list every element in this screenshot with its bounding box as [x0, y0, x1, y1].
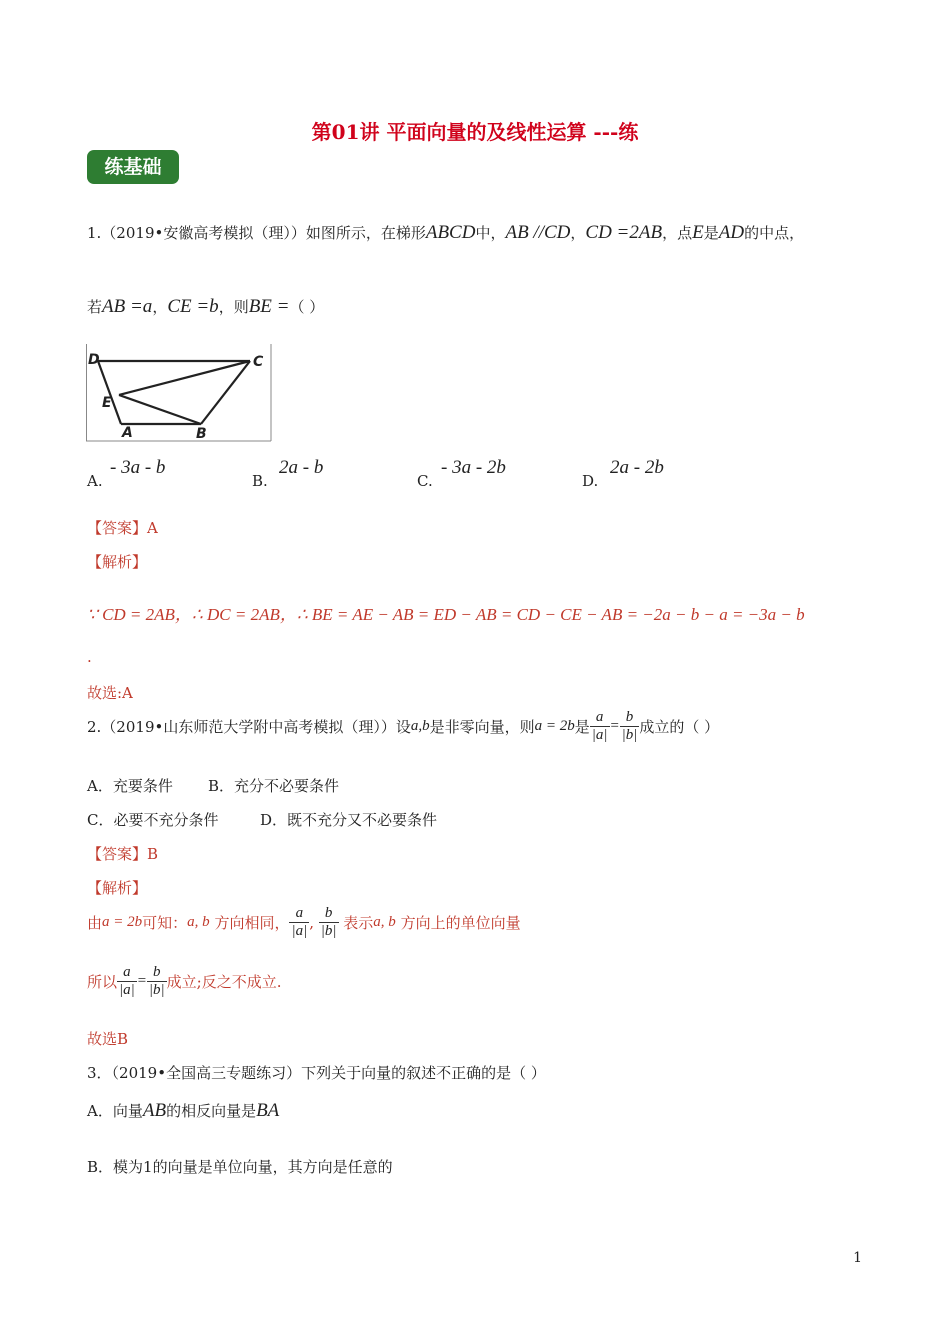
q3-option-b: B．模为1的向量是单位向量，其方向是任意的: [87, 1158, 393, 1176]
q1-analysis-heading: 【解析】: [87, 553, 148, 571]
q1-option-c: C.: [417, 472, 433, 490]
q1-line2: 若AB =a，CE =b，则BE =（ ）: [87, 296, 325, 317]
q2-option-b: B．充分不必要条件: [208, 777, 340, 795]
q1-choice: 故选:A: [87, 684, 133, 702]
label-e: E: [102, 395, 112, 411]
q1-line1: 1.（2019•安徽高考模拟（理））如图所示，在梯形ABCD中，AB //CD，CD =2AB，点E是AD的中点，: [87, 222, 805, 243]
label-d: D: [88, 352, 100, 368]
q2-solution-line2: 所以 $\frac{a}{|a|}$ = $\frac{b}{|b|}$ 成立;反之不成立.: [87, 964, 282, 998]
q2-line1: 2.（2019•山东师范大学附中高考模拟（理））设a,b是非零向量，则a = 2b是 $\frac{a}{|a|}$ = $\frac{b}{|b|}$ 成立的（ ）: [87, 709, 720, 743]
q1-option-d-expr: 2a - 2b: [610, 457, 664, 478]
frac-a-unit: $\frac{a}{|a|}$: [591, 709, 608, 743]
q1-option-d: D.: [582, 472, 599, 490]
q2-option-c: C．必要不充分条件: [87, 811, 219, 829]
label-c: C: [253, 354, 264, 370]
q2-analysis-heading: 【解析】: [87, 879, 148, 897]
label-b: B: [196, 426, 207, 442]
q1-option-b: B.: [252, 472, 268, 490]
q1-solution: ∵ CD = 2AB，∴ DC = 2AB，∴ BE = AE − AB = ED − AB = CD − CE − AB = −2a − b − a = −3a − b: [87, 605, 805, 624]
q1-option-a-expr: - 3a - b: [110, 457, 166, 478]
q1-option-a: A.: [87, 472, 103, 490]
q2-choice: 故选B: [87, 1030, 129, 1048]
page-title: 第01讲 平面向量的及线性运算 ---练: [311, 120, 639, 144]
label-a: A: [122, 425, 133, 441]
q2-option-a: A．充要条件: [87, 777, 173, 795]
q1-option-c-expr: - 3a - 2b: [441, 457, 506, 478]
q2-solution-line1: 由a = 2b可知：a, b 方向相同， $\frac{a}{|a|}$ , $\frac{b}{|b|}$ 表示a, b 方向上的单位向量: [87, 905, 521, 939]
page-number: 1: [853, 1250, 862, 1266]
q1-answer: 【答案】A: [87, 519, 158, 537]
frac-b-unit: $\frac{b}{|b|}$: [621, 709, 638, 743]
q3-option-a: A．向量AB的相反向量是BA: [87, 1100, 280, 1121]
q3-stem: 3．（2019•全国高三专题练习）下列关于向量的叙述不正确的是（ ）: [87, 1064, 546, 1082]
q2-answer: 【答案】B: [87, 845, 159, 863]
q1-option-b-expr: 2a - b: [279, 457, 324, 478]
section-badge: 练基础: [87, 150, 179, 184]
q2-option-d: D．既不充分又不必要条件: [260, 811, 438, 829]
q1-dot: .: [87, 648, 92, 666]
trapezoid-figure: [86, 344, 272, 442]
